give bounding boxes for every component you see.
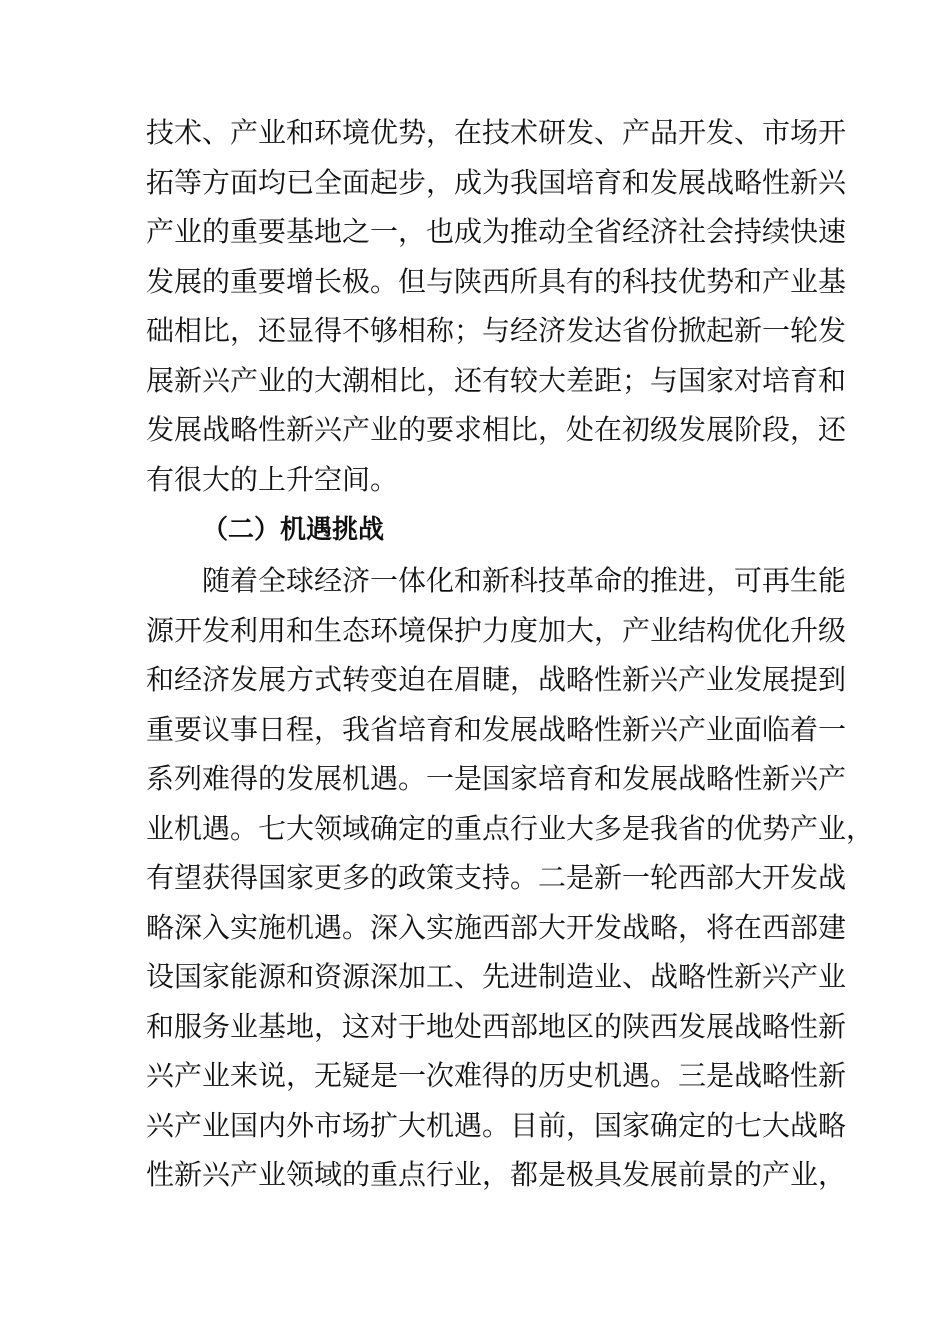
paragraph-line: 技术、产业和环境优势，在技术研发、产品开发、市场开 (146, 116, 847, 149)
paragraph-line: 发展战略性新兴产业的要求相比，处在初级发展阶段，还 (146, 413, 847, 446)
paragraph-line: 展新兴产业的大潮相比，还有较大差距；与国家对培育和 (146, 363, 847, 397)
paragraph-line: 源开发利用和生态环境保护力度加大，产业结构优化升级 (146, 613, 847, 647)
paragraph-line: 兴产业国内外市场扩大机遇。目前，国家确定的七大战略 (146, 1108, 847, 1142)
paragraph-line: 略深入实施机遇。深入实施西部大开发战略，将在西部建 (146, 910, 847, 944)
paragraph-line: 重要议事日程，我省培育和发展战略性新兴产业面临着一 (146, 712, 847, 746)
paragraph-line: 产业的重要基地之一，也成为推动全省经济社会持续快速 (146, 215, 847, 248)
paragraph-line: 础相比，还显得不够相称；与经济发达省份掀起新一轮发 (146, 314, 847, 347)
paragraph-opportunities (146, 556, 875, 1200)
paragraph-line: 随着全球经济一体化和新科技革命的推进，可再生能 (202, 564, 847, 597)
paragraph-line: 性新兴产业领域的重点行业，都是极具发展前景的产业， (146, 1158, 847, 1191)
paragraph-line: 系列难得的发展机遇。一是国家培育和发展战略性新兴产 (146, 762, 847, 795)
paragraph-line: 拓等方面均已全面起步，成为我国培育和发展战略性新兴 (146, 165, 847, 199)
paragraph-line: 和服务业基地，这对于地处西部地区的陕西发展战略性新 (146, 1009, 847, 1043)
paragraph-line: 业机遇。七大领域确定的重点行业大多是我省的优势产业， (146, 811, 875, 845)
paragraph-line: 设国家能源和资源深加工、先进制造业、战略性新兴产业 (146, 960, 847, 993)
section-heading: （二）机遇挑战 (202, 515, 385, 545)
paragraph-line: 兴产业来说，无疑是一次难得的历史机遇。三是战略性新 (146, 1059, 847, 1092)
paragraph-line: 和经济发展方式转变迫在眉睫，战略性新兴产业发展提到 (146, 663, 847, 696)
paragraph-continued (146, 108, 847, 504)
paragraph-line: 有很大的上升空间。 (146, 462, 399, 496)
paragraph-line: 发展的重要增长极。但与陕西所具有的科技优势和产业基 (146, 264, 847, 298)
paragraph-line: 有望获得国家更多的政策支持。二是新一轮西部大开发战 (146, 861, 847, 894)
